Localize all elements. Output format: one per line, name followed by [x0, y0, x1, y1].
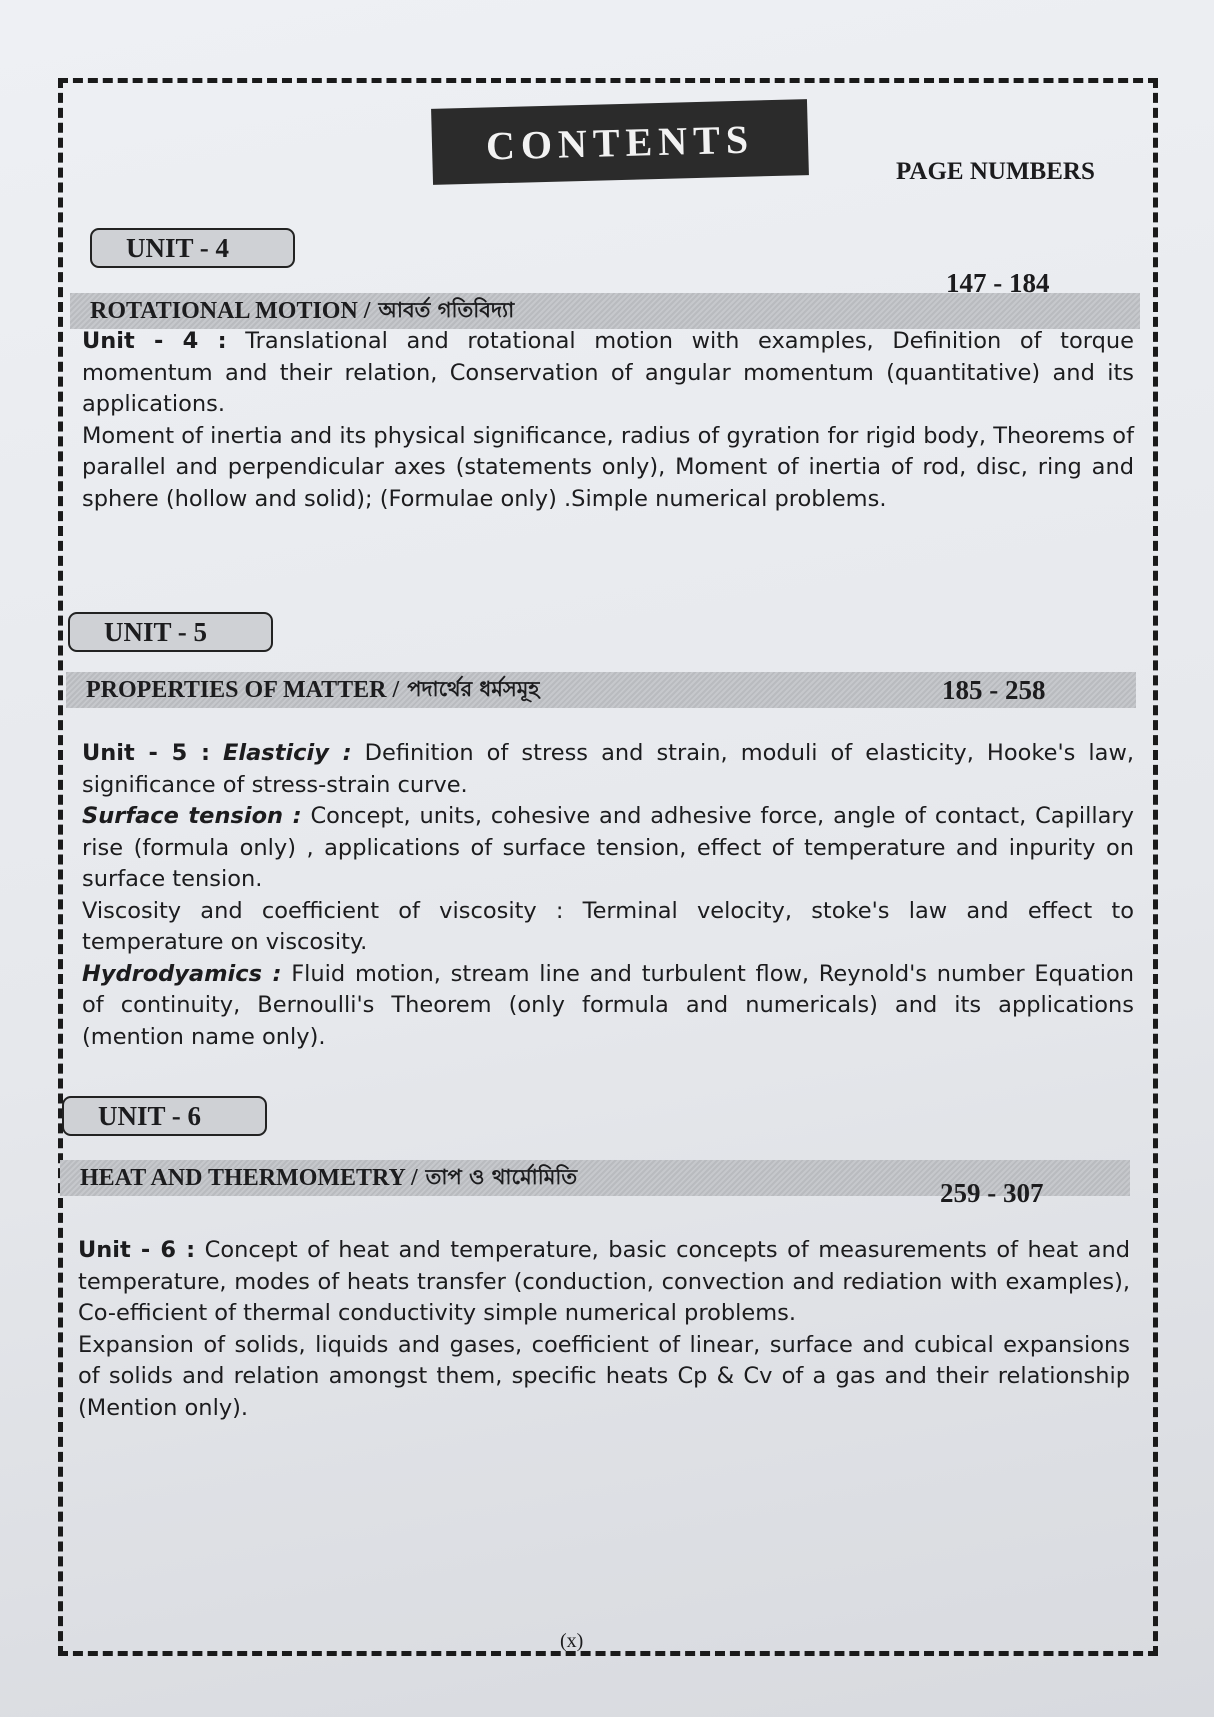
unit-6-heading: HEAT AND THERMOMETRY / — [80, 1164, 418, 1191]
unit-5-heading: PROPERTIES OF MATTER / — [86, 676, 400, 703]
unit-5-lead: Unit - 5 : — [82, 740, 210, 766]
unit-6-para-2: Expansion of solids, liquids and gases, coefficient of linear, surface and cubical expansions of solids and relation amongst them, specific heats Cp & Cv of a gas and their relationship (Mention only). — [78, 1331, 1130, 1421]
unit-4-heading-bengali: আবর্ত গতিবিদ্যা — [378, 297, 515, 322]
unit-5-pill: UNIT - 5 — [68, 612, 273, 652]
unit-5-description — [82, 738, 1134, 1053]
unit-5-para-1: Definition of stress and strain, moduli of elasticity, Hooke's law, significance of stress-strain curve. — [82, 740, 1134, 798]
unit-6-para-1: Concept of heat and temperature, basic concepts of measurements of heat and temperature, modes of heats transfer (conduction, convection and rediation with examples), Co-efficient of thermal conductivity simple numerical problems. — [78, 1237, 1131, 1326]
unit-4-heading: ROTATIONAL MOTION / — [90, 297, 371, 324]
unit-4-description — [82, 326, 1134, 515]
page-folio: (x) — [560, 1630, 584, 1652]
unit-5-heading-bengali: পদার্থের ধর্মসমূহ — [407, 676, 540, 701]
unit-4-lead: Unit - 4 : — [82, 328, 227, 354]
unit-5-hydrodynamics-term: Hydrodyamics : — [82, 960, 282, 987]
unit-6-heading-bengali: তাপ ও থার্মোমিতি — [425, 1164, 578, 1189]
unit-6-pill: UNIT - 6 — [62, 1096, 267, 1136]
unit-4-para-2: Moment of inertia and its physical significance, radius of gyration for rigid body, Theorems of parallel and perpendicular axes (statements only), Moment of inertia of rod, disc, ring and sphere (hollow and solid); (Formulae only) .Simple numerical problems. — [82, 422, 1134, 512]
page-numbers-label: PAGE NUMBERS — [896, 158, 1095, 185]
unit-6-page-range: 259 - 307 — [940, 1178, 1044, 1208]
unit-4-page-range: 147 - 184 — [946, 268, 1050, 298]
unit-6-description — [78, 1235, 1130, 1424]
unit-6-lead: Unit - 6 : — [78, 1237, 196, 1263]
unit-5-surface-tension-term: Surface tension : — [82, 803, 302, 829]
unit-4-pill: UNIT - 4 — [90, 228, 295, 268]
unit-5-page-range: 185 - 258 — [942, 675, 1046, 705]
unit-5-para-2: Concept, units, cohesive and adhesive force, angle of contact, Capillary rise (formula only) , applications of surface tension, effect of temperature and inpurity on surface tension. — [82, 803, 1134, 892]
unit-5-elasticity-term: Elasticiy : — [223, 740, 352, 766]
unit-5-para-4: Fluid motion, stream line and turbulent flow, Reynold's number Equation of continuity, Bernoulli's Theorem (only formula and numericals) and its applications (mention name only). — [82, 960, 1135, 1050]
unit-5-para-3: Viscosity and coefficient of viscosity : Terminal velocity, stoke's law and effect to temperature on viscosity. — [82, 897, 1134, 955]
unit-4-para-1: Translational and rotational motion with examples, Definition of torque momentum and their relation, Conservation of angular momentum (quantitative) and its applications. — [82, 328, 1134, 417]
contents-title: CONTENTS — [431, 99, 809, 185]
